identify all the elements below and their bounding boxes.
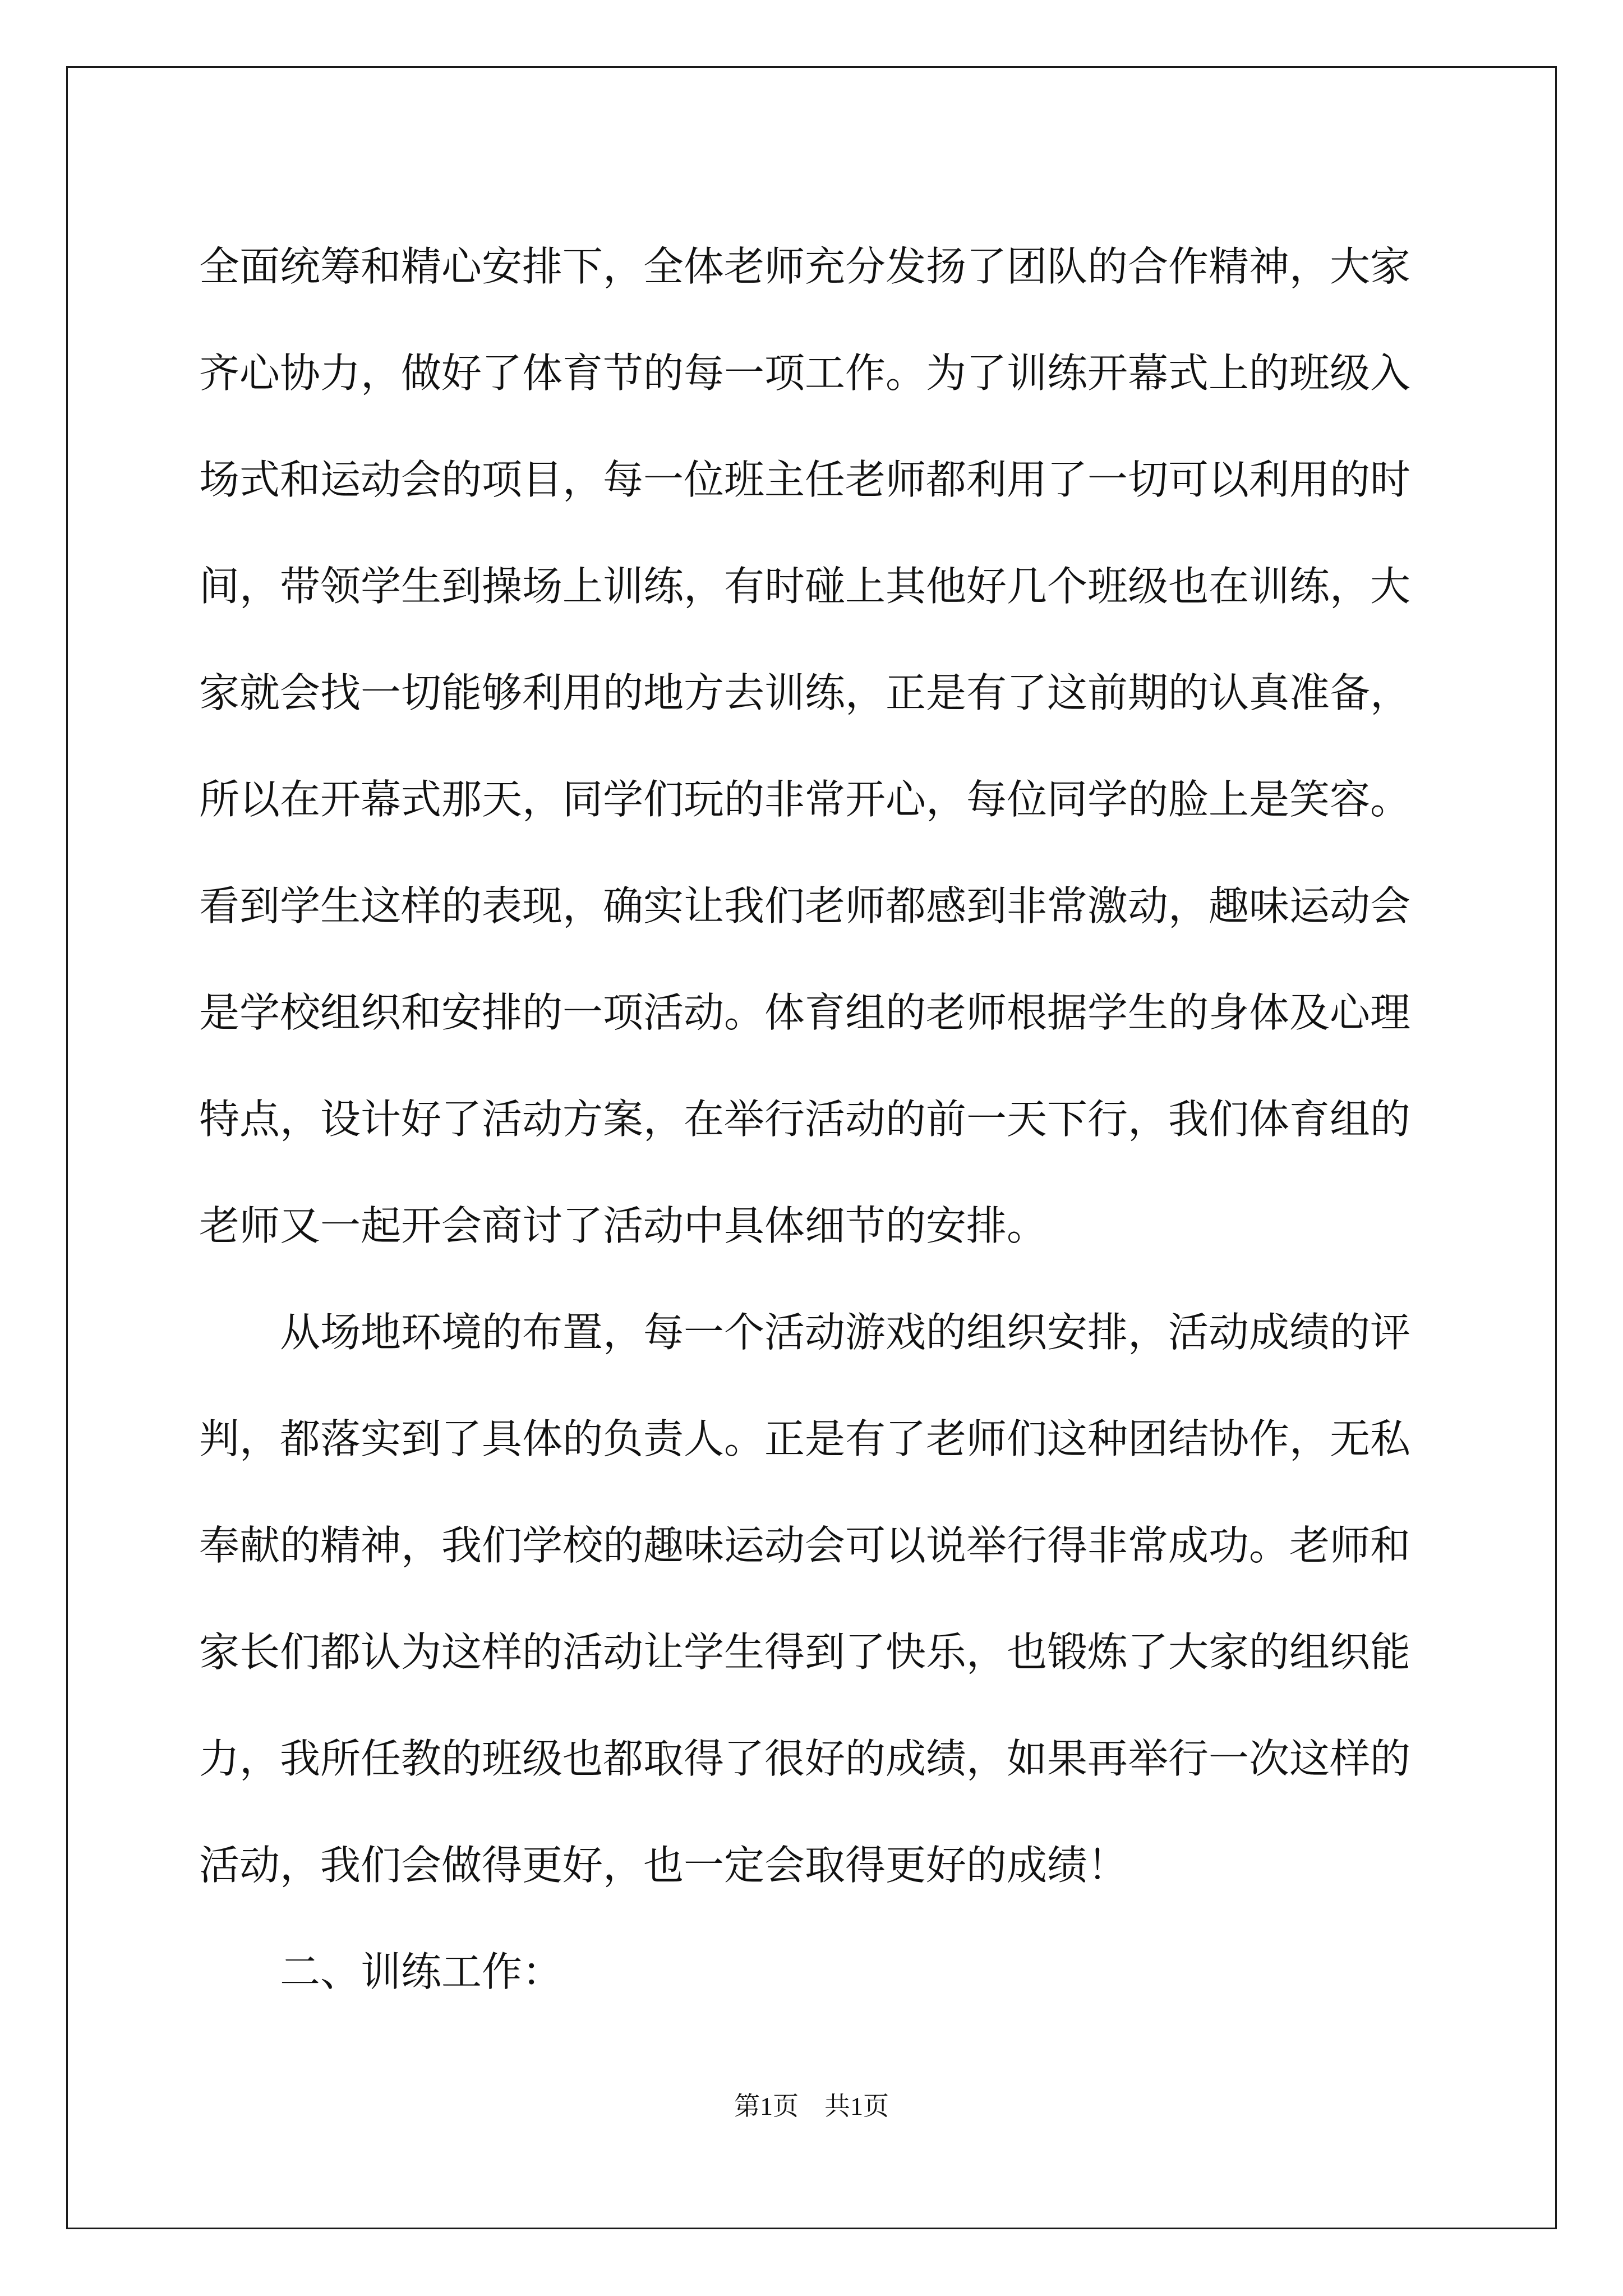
section-heading: [199, 1918, 1427, 2025]
text-line: 判，都落实到了具体的负责人。正是有了老师们这种团结协作，无私: [199, 1415, 1411, 1462]
text-line: 家就会找一切能够利用的地方去训练，正是有了这前期的认真准备，: [199, 669, 1411, 716]
document-body: [199, 213, 1427, 2025]
text-line: 全面统筹和精心安排下，全体老师充分发扬了团队的合作精神，大家: [199, 243, 1411, 290]
text-line: 场式和运动会的项目，每一位班主任老师都利用了一切可以利用的时: [199, 456, 1411, 503]
page-number-total: 共1页: [824, 2092, 889, 2120]
paragraph-1: [199, 213, 1427, 1279]
text-line: 齐心协力，做好了体育节的每一项工作。为了训练开幕式上的班级入: [199, 349, 1411, 397]
text-line: 老师又一起开会商讨了活动中具体细节的安排。: [199, 1202, 1048, 1249]
text-line: 间，带领学生到操场上训练，有时碰上其他好几个班级也在训练，大: [199, 563, 1411, 610]
section-heading-text: 二、训练工作：: [280, 1948, 563, 1995]
text-line-indented: 从场地环境的布置，每一个活动游戏的组织安排，活动成绩的评: [280, 1309, 1411, 1356]
text-line: 力，我所任教的班级也都取得了很好的成绩，如果再举行一次这样的: [199, 1735, 1411, 1782]
page-footer: [0, 2090, 1623, 2123]
text-line: 活动，我们会做得更好，也一定会取得更好的成绩！: [199, 1842, 1128, 1889]
page-number-current: 第1页: [734, 2092, 799, 2120]
text-line: 家长们都认为这样的活动让学生得到了快乐，也锻炼了大家的组织能: [199, 1628, 1411, 1676]
text-line: 看到学生这样的表现，确实让我们老师都感到非常激动，趣味运动会: [199, 882, 1411, 930]
text-line: 特点，设计好了活动方案，在举行活动的前一天下行，我们体育组的: [199, 1096, 1411, 1143]
text-line: 奉献的精神，我们学校的趣味运动会可以说举行得非常成功。老师和: [199, 1522, 1411, 1569]
text-line: 是学校组织和安排的一项活动。体育组的老师根据学生的身体及心理: [199, 989, 1411, 1036]
paragraph-2: [199, 1279, 1427, 1918]
text-line: 所以在开幕式那天，同学们玩的非常开心，每位同学的脸上是笑容。: [199, 776, 1411, 823]
